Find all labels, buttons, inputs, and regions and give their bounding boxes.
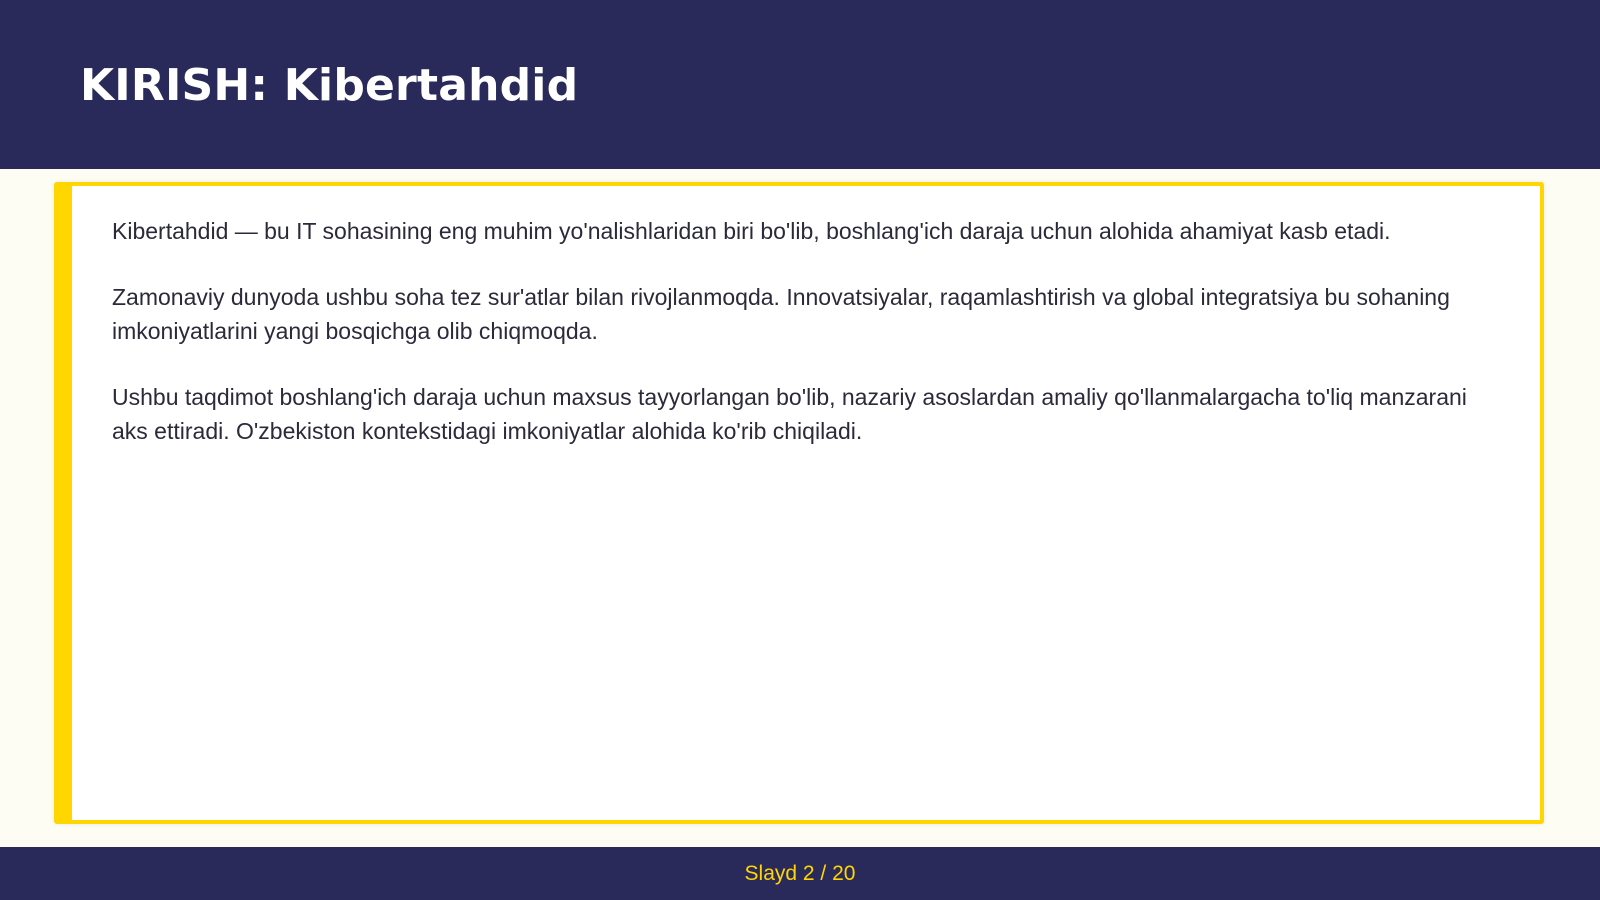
paragraph-modern-world: Zamonaviy dunyoda ushbu soha tez sur'atlar bilan rivojlanmoqda. Innovatsiyalar, raqamlashtirish va global integratsiya bu sohaning imkoniyatlarini yangi bosqichga olib chiqmoqda. bbox=[112, 284, 1450, 344]
paragraph-intro: Kibertahdid — bu IT sohasining eng muhim yo'nalishlaridan biri bo'lib, boshlang'ich daraja uchun alohida ahamiyat kasb etadi. bbox=[112, 218, 1391, 244]
slide-counter: Slayd 2 / 20 bbox=[744, 862, 856, 885]
slide-title: KIRISH: Kibertahdid bbox=[80, 60, 579, 111]
slide-header bbox=[0, 0, 1600, 169]
paragraph-presentation-scope: Ushbu taqdimot boshlang'ich daraja uchun maxsus tayyorlangan bo'lib, nazariy asoslardan amaliy qo'llanmalargacha to'liq manzarani aks ettiradi. O'zbekiston kontekstidagi imkoniyatlar alohida ko'rib chiqiladi. bbox=[112, 384, 1467, 444]
content-body bbox=[112, 214, 1502, 480]
slide-footer bbox=[0, 847, 1600, 900]
